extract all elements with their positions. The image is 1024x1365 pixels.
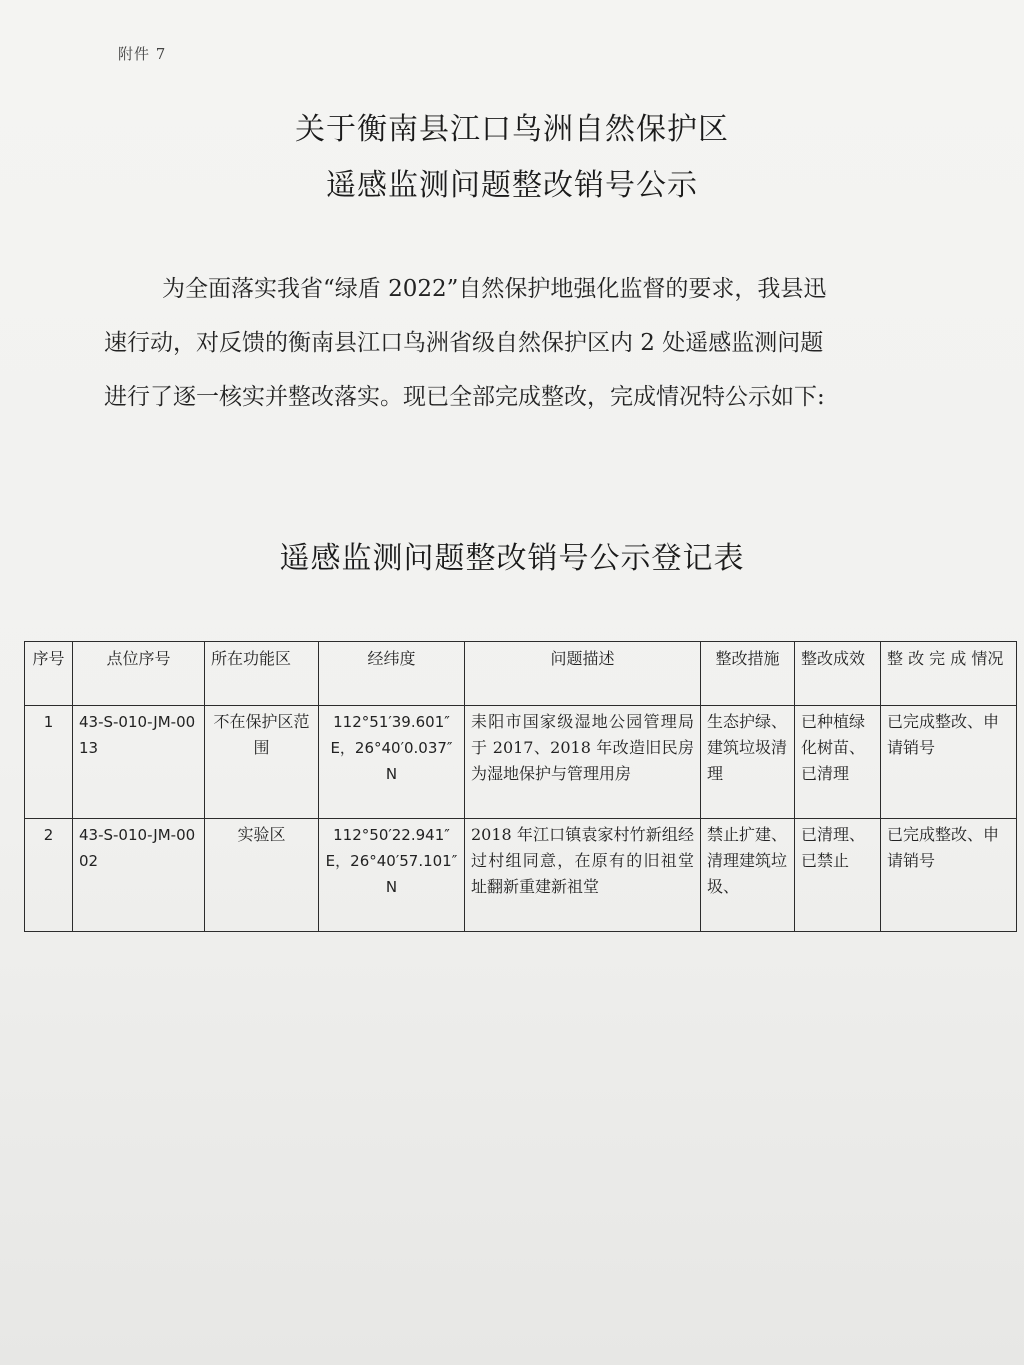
body-line: 进行了逐一核实并整改落实。现已全部完成整改，完成情况特公示如下:: [104, 384, 825, 410]
body-line: 速行动，对反馈的衡南县江口鸟洲省级自然保护区内 2 处遥感监测问题: [104, 330, 824, 356]
row-description: 2018 年江口镇袁家村竹新组经过村组同意，在原有的旧祖堂址翻新重建新祖堂: [465, 819, 701, 932]
header-point-code: 点位序号: [73, 642, 205, 706]
header-measures: 整改措施: [701, 642, 795, 706]
row-measures: 生态护绿、建筑垃圾清理: [701, 706, 795, 819]
header-index: 序号: [25, 642, 73, 706]
document-title-line-1: 关于衡南县江口鸟洲自然保护区: [295, 112, 729, 147]
header-description: 问题描述: [465, 642, 701, 706]
row-zone: 实验区: [205, 819, 319, 932]
row-coords: [319, 706, 465, 819]
header-zone: 所在功能区: [205, 642, 319, 706]
header-effect: 整改成效: [795, 642, 881, 706]
table-header-row: [25, 642, 1017, 706]
row-point-code: [73, 819, 205, 932]
coords-text: 112°51′39.601″E，26°40′0.037″N: [330, 713, 453, 783]
row-zone: 不在保护区范围: [205, 706, 319, 819]
coords-text: 112°50′22.941″E，26°40′57.101″N: [325, 826, 458, 896]
header-coords: 经纬度: [319, 642, 465, 706]
row-index: 2: [25, 819, 73, 932]
row-coords: [319, 819, 465, 932]
register-table: [24, 641, 1017, 932]
row-status: 已完成整改、申请销号: [881, 706, 1017, 819]
document-title-line-2: 遥感监测问题整改销号公示: [326, 168, 698, 203]
row-status: 已完成整改、申请销号: [881, 819, 1017, 932]
row-point-code: [73, 706, 205, 819]
table-title: 遥感监测问题整改销号公示登记表: [279, 541, 745, 576]
row-description: 耒阳市国家级湿地公园管理局于 2017、2018 年改造旧民房为湿地保护与管理用房: [465, 706, 701, 819]
attachment-label: 附件 7: [118, 45, 167, 63]
table-row: [25, 819, 1017, 932]
row-effect: 已清理、已禁止: [795, 819, 881, 932]
row-effect: 已种植绿化树苗、已清理: [795, 706, 881, 819]
header-status: 整 改 完 成 情况: [881, 642, 1017, 706]
table-row: [25, 706, 1017, 819]
point-code-text: 43-S-010-JM-0013: [79, 713, 196, 757]
row-index: 1: [25, 706, 73, 819]
body-paragraph: [104, 262, 934, 424]
body-line: 为全面落实我省“绿盾 2022”自然保护地强化监督的要求，我县迅: [162, 276, 827, 302]
point-code-text: 43-S-010-JM-0002: [79, 826, 196, 870]
row-measures: 禁止扩建、清理建筑垃圾、: [701, 819, 795, 932]
